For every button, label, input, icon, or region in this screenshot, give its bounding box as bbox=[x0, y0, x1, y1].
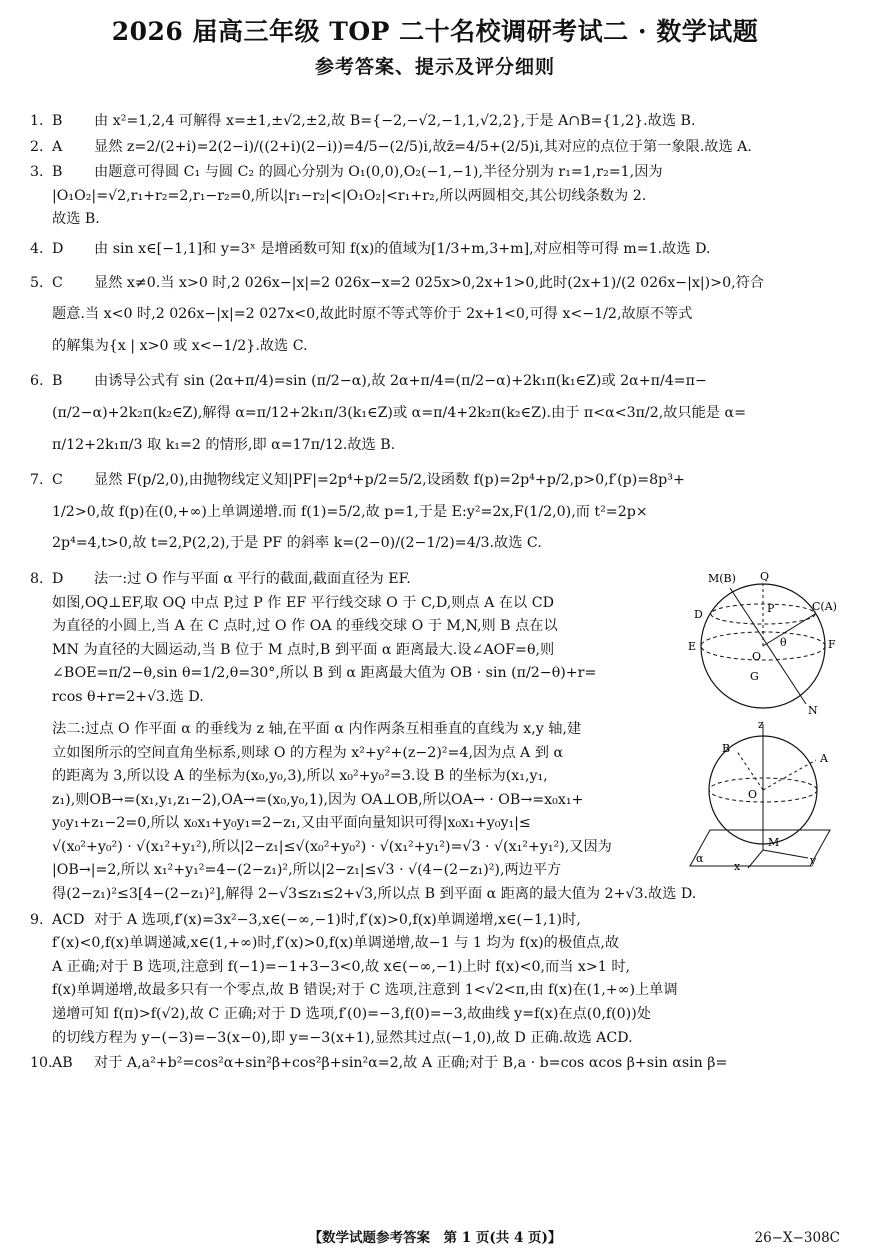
answer-item-8 bbox=[30, 568, 840, 907]
item-number: 7. bbox=[30, 472, 44, 489]
figure-label: O bbox=[752, 649, 762, 663]
sphere-figure-1 bbox=[688, 568, 840, 718]
footer-code: 26−X−308C bbox=[754, 1230, 840, 1246]
answer-item-7 bbox=[30, 469, 840, 556]
item-number: 2. bbox=[30, 138, 44, 155]
figure-label: α bbox=[696, 851, 704, 865]
item-line: 法二:过点 O 作平面 α 的垂线为 z 轴,在平面 α 内作两条互相垂直的直线为 x,y 轴,建 bbox=[52, 720, 582, 737]
item-line: 对于 A 选项,f′(x)=3x²−3,x∈(−∞,−1)时,f′(x)>0,f(x)单调递增,x∈(−1,1)时, bbox=[94, 911, 581, 928]
item-number: 6. bbox=[30, 373, 44, 390]
item-number: 9. bbox=[30, 911, 44, 928]
figure-label: A bbox=[820, 751, 828, 765]
figure-label: P bbox=[767, 601, 775, 615]
item-answer: A bbox=[52, 138, 63, 155]
sphere-figure-2 bbox=[688, 718, 840, 878]
figure-label: Q bbox=[760, 569, 770, 583]
item-line: 显然 F(p/2,0),由抛物线定义知|PF|=2p⁴+p/2=5/2,设函数 f(p)=2p⁴+p/2,p>0,f′(p)=8p³+ bbox=[94, 472, 685, 489]
answer-item-4 bbox=[30, 238, 840, 262]
figure-label: M bbox=[768, 835, 780, 849]
item-line: y₀y₁+z₁−2=0,所以 x₀x₁+y₀y₁=2−z₁,又由平面向量知识可得|x₀x₁+y₀y₁|≤ bbox=[52, 815, 531, 832]
item-line: 显然 x≠0.当 x>0 时,2 026x−|x|=2 026x−x=2 025x>0,2x+1>0,此时(2x+1)/(2 026x−|x|)>0,符合 bbox=[94, 274, 764, 291]
page-footer bbox=[30, 1229, 840, 1247]
item-answer: D bbox=[52, 240, 64, 257]
item-answer: C bbox=[52, 472, 63, 489]
answer-item-10 bbox=[30, 1052, 840, 1076]
item-line: (π/2−α)+2k₂π(k₂∈Z),解得 α=π/12+2k₁π/3(k₁∈Z)或 α=π/4+2k₂π(k₂∈Z).由于 π<α<3π/2,故只能是 α= bbox=[52, 404, 746, 421]
item-line: f(x)单调递增,故最多只有一个零点,故 B 错误;对于 C 选项,注意到 1<√2<π,由 f(x)在(1,+∞)上单调 bbox=[52, 982, 678, 999]
answer-item-1 bbox=[30, 110, 840, 134]
item-answer: AB bbox=[52, 1055, 73, 1072]
item-answer: C bbox=[52, 274, 63, 291]
item-answer: D bbox=[52, 570, 64, 587]
figure-label: D bbox=[694, 607, 703, 621]
item-line: 显然 z=2/(2+i)=2(2−i)/((2+i)(2−i))=4/5−(2/5)i,故z̄=4/5+(2/5)i,其对应的点位于第一象限.故选 A. bbox=[94, 138, 752, 155]
figure-label: y bbox=[810, 853, 817, 867]
item-number: 5. bbox=[30, 274, 44, 291]
answer-item-5 bbox=[30, 272, 840, 359]
item-line: 的切线方程为 y−(−3)=−3(x−0),即 y=−3(x+1),显然其过点(−1,0),故 D 正确.故选 ACD. bbox=[52, 1029, 633, 1046]
item-line: f′(x)<0,f(x)单调递减,x∈(1,+∞)时,f′(x)>0,f(x)单调递增,故−1 与 1 均为 f(x)的极值点,故 bbox=[52, 935, 620, 952]
item-line: 的距离为 3,所以设 A 的坐标为(x₀,y₀,3),所以 x₀²+y₀²=3.设 B 的坐标为(x₁,y₁, bbox=[52, 768, 548, 785]
figure-label: z bbox=[758, 717, 764, 731]
item-line: rcos θ+r=2+√3.选 D. bbox=[52, 688, 204, 705]
answer-item-3 bbox=[30, 161, 840, 232]
item-answer: B bbox=[52, 373, 63, 390]
item-number: 4. bbox=[30, 240, 44, 257]
item-line: z₁),则OB→=(x₁,y₁,z₁−2),OA→=(x₀,y₀,1),因为 OA⊥OB,所以OA→ · OB→=x₀x₁+ bbox=[52, 791, 584, 808]
item-line: 为直径的小圆上,当 A 在 C 点时,过 O 作 OA 的垂线交球 O 于 M,N,则 B 点在以 bbox=[52, 618, 558, 635]
item-number: 1. bbox=[30, 113, 44, 129]
item-number: 10. bbox=[30, 1055, 53, 1072]
item-line: |O₁O₂|=√2,r₁+r₂=2,r₁−r₂=0,所以|r₁−r₂|<|O₁O₂|<r₁+r₂,所以两圆相交,其公切线条数为 2. bbox=[52, 187, 647, 204]
item-line: 题意.当 x<0 时,2 026x−|x|=2 027x<0,故此时原不等式等价于 2x+1<0,可得 x<−1/2,故原不等式 bbox=[52, 306, 693, 323]
figure-label: C(A) bbox=[812, 599, 837, 613]
item-line: A 正确;对于 B 选项,注意到 f(−1)=−1+3−3<0,故 x∈(−∞,−1)上时 f(x)<0,而当 x>1 时, bbox=[52, 958, 631, 975]
item-line: 由题意可得圆 C₁ 与圆 C₂ 的圆心分别为 O₁(0,0),O₂(−1,−1),半径分别为 r₁=1,r₂=1,因为 bbox=[94, 164, 663, 181]
figure-label: O bbox=[748, 787, 758, 801]
figure-label: θ bbox=[780, 635, 787, 649]
item-line: √(x₀²+y₀²) · √(x₁²+y₁²),所以|2−z₁|≤√(x₀²+y₀²) · √(x₁²+y₁²)=√3 · √(x₁²+y₁²),又因为 bbox=[52, 838, 612, 855]
item-line: 如图,OQ⊥EF,取 OQ 中点 P,过 P 作 EF 平行线交球 O 于 C,D,则点 A 在以 CD bbox=[52, 594, 554, 611]
item-line: |OB→|=2,所以 x₁²+y₁²=4−(2−z₁)²,所以|2−z₁|≤√3 · √(4−(2−z₁)²),两边平方 bbox=[52, 862, 562, 879]
page-subtitle: 参考答案、提示及评分细则 bbox=[314, 56, 555, 78]
figure-label: G bbox=[750, 669, 759, 683]
item-line: 的解集为{x | x>0 或 x<−1/2}.故选 C. bbox=[52, 337, 308, 354]
item-line: 故选 B. bbox=[52, 211, 100, 228]
answer-item-6 bbox=[30, 370, 840, 457]
item-line: 得(2−z₁)²≤3[4−(2−z₁)²],解得 2−√3≤z₁≤2+√3,所以点 B 到平面 α 距离的最大值为 2+√3.故选 D. bbox=[52, 886, 697, 903]
item-answer: ACD bbox=[52, 911, 85, 928]
answer-item-2 bbox=[30, 136, 840, 160]
item-line: 1/2>0,故 f(p)在(0,+∞)上单调递增.而 f(1)=5/2,故 p=1,于是 E:y²=2x,F(1/2,0),而 t²=2p× bbox=[52, 503, 648, 520]
figure-label: B bbox=[722, 741, 731, 755]
item-number: 3. bbox=[30, 164, 44, 181]
plane-alpha bbox=[690, 830, 830, 866]
figure-label: F bbox=[828, 637, 836, 651]
figure-label: M(B) bbox=[708, 571, 736, 585]
item-answer: B bbox=[52, 164, 63, 181]
item-line: 由 x²=1,2,4 可解得 x=±1,±√2,±2,故 B={−2,−√2,−1,1,√2,2},于是 A∩B={1,2}.故选 B. bbox=[94, 113, 696, 129]
item-line: ∠BOE=π/2−θ,sin θ=1/2,θ=30°,所以 B 到 α 距离最大值为 OB · sin (π/2−θ)+r= bbox=[52, 665, 597, 682]
item-line: 由诱导公式有 sin (2α+π/4)=sin (π/2−α),故 2α+π/4=(π/2−α)+2k₁π(k₁∈Z)或 2α+π/4=π− bbox=[94, 373, 707, 390]
answer-item-9 bbox=[30, 909, 840, 1051]
item-line: 由 sin x∈[−1,1]和 y=3ˣ 是增函数可知 f(x)的值域为[1/3+m,3+m],对应相等可得 m=1.故选 D. bbox=[94, 240, 711, 257]
item-line: 递增可知 f(π)>f(√2),故 C 正确;对于 D 选项,f′(0)=−3,f(0)=−3,故曲线 y=f(x)在点(0,f(0))处 bbox=[52, 1006, 651, 1023]
item-number: 8. bbox=[30, 570, 44, 587]
item-line: 法一:过 O 作与平面 α 平行的截面,截面直径为 EF. bbox=[94, 570, 411, 587]
figure-label: x bbox=[734, 859, 741, 873]
item-line: π/12+2k₁π/3 取 k₁=2 的情形,即 α=17π/12.故选 B. bbox=[52, 436, 396, 453]
figure-label: N bbox=[808, 703, 818, 717]
answers-body bbox=[30, 110, 840, 1076]
item-line: 2p⁴=4,t>0,故 t=2,P(2,2),于是 PF 的斜率 k=(2−0)/(2−1/2)=4/3.故选 C. bbox=[52, 535, 542, 552]
figure-label: E bbox=[688, 639, 697, 653]
page-title: 2026 届高三年级 TOP 二十名校调研考试二 · 数学试题 bbox=[111, 17, 759, 46]
footer-page-info: 【数学试题参考答案 第 1 页(共 4 页)】 bbox=[308, 1230, 562, 1246]
item-line: MN 为直径的大圆运动,当 B 位于 M 点时,B 到平面 α 距离最大.设∠AOF=θ,则 bbox=[52, 641, 555, 658]
item-line: 立如图所示的空间直角坐标系,则球 O 的方程为 x²+y²+(z−2)²=4,因为点 A 到 α bbox=[52, 744, 564, 761]
item-line: 对于 A,a²+b²=cos²α+sin²β+cos²β+sin²α=2,故 A 正确;对于 B,a · b=cos αcos β+sin αsin β= bbox=[94, 1055, 728, 1072]
item-answer: B bbox=[52, 113, 63, 129]
